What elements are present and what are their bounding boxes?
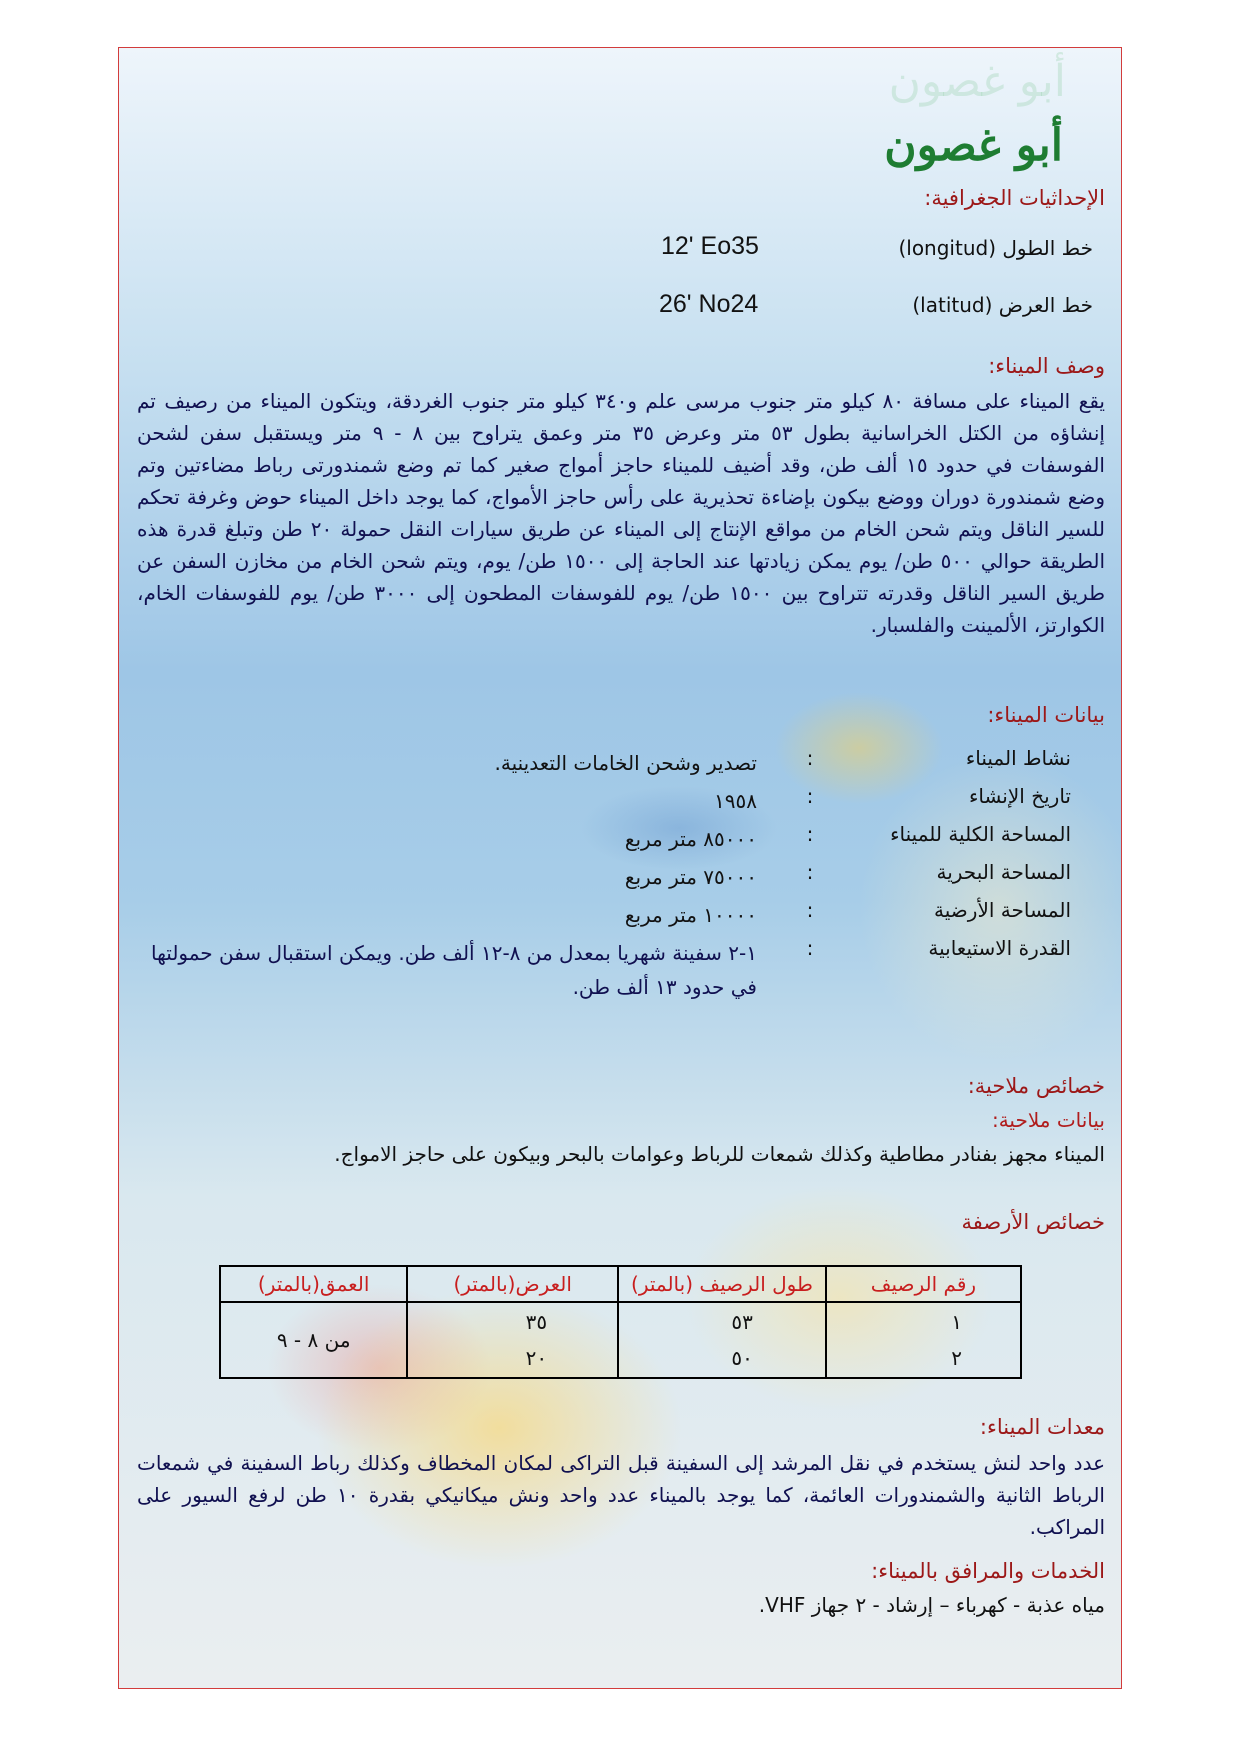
port-data-value: ٧٥٠٠٠ متر مربع xyxy=(624,865,757,889)
quays-heading: خصائص الأرصفة xyxy=(961,1210,1105,1234)
port-data-row xyxy=(118,860,1121,894)
port-data-label: المساحة الأرضية xyxy=(934,898,1071,922)
port-data-colon: : xyxy=(806,746,814,770)
title-watermark: أبو غصون xyxy=(888,56,1066,107)
table-header: العرض(بالمتر) xyxy=(407,1266,618,1302)
table-header: طول الرصيف (بالمتر) xyxy=(618,1266,826,1302)
quay-depth-cell: من ٨ - ٩ xyxy=(220,1302,407,1378)
document-page xyxy=(118,47,1122,1689)
quay-width: ٣٥ xyxy=(525,1310,548,1334)
quay-number-cell xyxy=(826,1302,1021,1378)
port-data-value: تصدير وشحن الخامات التعدينية. xyxy=(494,751,757,775)
equipment-text: عدد واحد لنش يستخدم في نقل المرشد إلى السفينة قبل التراكى لمكان المخطاف وكذلك رباط السفينة في شمعات الرباط الثانية والشمندورات العائمة، كما يوجد بالميناء عدد واحد ونش ميكانيكي بقدرة ١٠ طن لرفع السيور على المراكب. xyxy=(137,1451,1105,1539)
quay-length: ٥٣ xyxy=(731,1310,753,1334)
port-data-colon: : xyxy=(806,784,814,808)
navigation-text: الميناء مجهز بفنادر مطاطية وكذلك شمعات للرباط وعوامات بالبحر وبيكون على حاجز الامواج. xyxy=(334,1142,1105,1166)
port-data-row xyxy=(118,936,1121,1016)
navigation-subheading: بيانات ملاحية: xyxy=(991,1108,1105,1132)
table-header: العمق(بالمتر) xyxy=(220,1266,407,1302)
navigation-heading: خصائص ملاحية: xyxy=(967,1074,1105,1098)
port-data-label: القدرة الاستيعابية xyxy=(928,936,1071,960)
quay-number: ٢ xyxy=(951,1346,962,1370)
port-data-value: ١٩٥٨ xyxy=(714,789,757,813)
table-header-row xyxy=(220,1266,1021,1302)
port-data-value: ١-٢ سفينة شهريا بمعدل من ٨-١٢ ألف طن. ويمكن استقبال سفن حمولتها في حدود ١٣ ألف طن. xyxy=(150,941,757,999)
table-header: رقم الرصيف xyxy=(826,1266,1021,1302)
port-data-label: نشاط الميناء xyxy=(965,746,1071,770)
description-heading: وصف الميناء: xyxy=(988,354,1105,378)
longitude-label: خط الطول (longitud) xyxy=(898,236,1093,260)
table-row xyxy=(220,1302,1021,1378)
quay-length-cell xyxy=(618,1302,826,1378)
latitude-value: 26' No24 xyxy=(659,290,759,318)
quay-width: ٢٠ xyxy=(525,1346,548,1370)
port-data-row xyxy=(118,822,1121,856)
port-data-label: تاريخ الإنشاء xyxy=(968,784,1071,808)
port-data-row xyxy=(118,746,1121,780)
quay-width-cell xyxy=(407,1302,618,1378)
equipment-heading: معدات الميناء: xyxy=(979,1415,1105,1439)
port-data-colon: : xyxy=(806,860,814,884)
page-title: أبو غصون xyxy=(884,120,1063,171)
latitude-label: خط العرض (latitud) xyxy=(912,293,1093,317)
port-data-label: المساحة البحرية xyxy=(936,860,1071,884)
quays-table xyxy=(219,1265,1022,1379)
longitude-value: 12' Eo35 xyxy=(661,232,759,260)
coordinates-heading: الإحداثيات الجغرافية: xyxy=(924,186,1105,210)
port-data-row xyxy=(118,898,1121,932)
quay-length: ٥٠ xyxy=(731,1346,753,1370)
port-data-colon: : xyxy=(806,898,814,922)
port-data-label: المساحة الكلية للميناء xyxy=(890,822,1071,846)
services-heading: الخدمات والمرافق بالميناء: xyxy=(871,1559,1105,1583)
quay-number: ١ xyxy=(951,1310,962,1334)
port-data-heading: بيانات الميناء: xyxy=(987,703,1105,727)
port-data-colon: : xyxy=(806,936,814,960)
port-data-colon: : xyxy=(806,822,814,846)
services-text: مياه عذبة - كهرباء – إرشاد - ٢ جهاز VHF. xyxy=(758,1593,1105,1617)
port-data-list xyxy=(118,746,1121,1076)
description-text: يقع الميناء على مسافة ٨٠ كيلو متر جنوب مرسى علم و٣٤٠ كيلو متر جنوب الغردقة، ويتكون الميناء من رصيف تم إنشاؤه من الكتل الخراسانية بطول ٥٣ متر وعرض ٣٥ متر وعمق يتراوح بين ٨ - ٩ متر ويستقبل سفن لشحن الفوسفات في حدود ١٥ ألف طن، وقد أضيف للميناء حاجز أمواج صغير كما تم وضع شمندورتى رباط مضاءتين وتم وضع شمندورة دوران ووضع بيكون بإضاءة تحذيرية على رأس حاجز الأمواج، كما يوجد داخل الميناء حوض وغرفة تحكم للسير الناقل ويتم شحن الخام من مواقع الإنتاج إلى الميناء عن طريق سيارات النقل حمولة ٢٠ طن وتبلغ قدرة هذه الطريقة حوالي ٥٠٠ طن/ يوم يمكن زيادتها عند الحاجة إلى ١٥٠٠ طن/ يوم، ويتم شحن الخام من مخازن السفن عن طريق السير الناقل وقدرته تتراوح بين ١٥٠٠ طن/ يوم للفوسفات المطحون إلى ٣٠٠٠ طن/ يوم للفوسفات الخام، الكوارتز، الألمينت والفلسبار. xyxy=(137,389,1105,637)
port-data-value: ٨٥٠٠٠ متر مربع xyxy=(624,827,757,851)
port-data-value: ١٠٠٠٠ متر مربع xyxy=(624,903,757,927)
port-data-row xyxy=(118,784,1121,818)
